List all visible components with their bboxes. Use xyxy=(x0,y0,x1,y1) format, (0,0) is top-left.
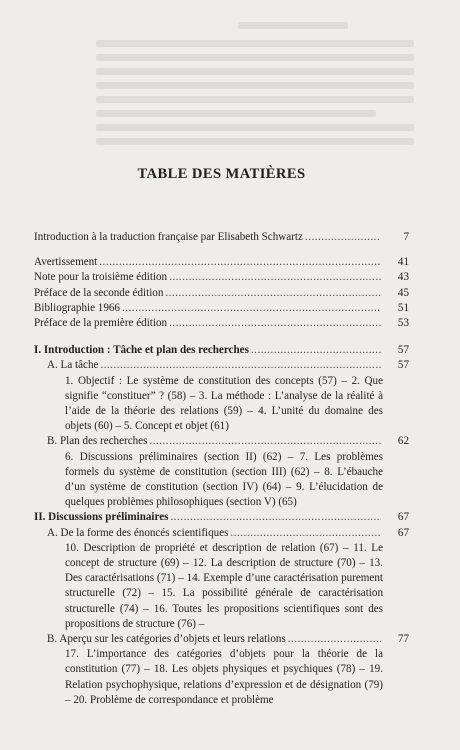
toc-part-label: II. Discussions préliminaires xyxy=(34,511,169,524)
toc-page-number: 53 xyxy=(397,317,409,330)
dot-leader xyxy=(288,632,381,647)
toc-section[interactable] xyxy=(34,434,409,449)
toc-page-number: 67 xyxy=(397,511,409,524)
dot-leader xyxy=(99,255,381,270)
toc-section-label: A. De la forme des énoncés scientifiques xyxy=(47,526,229,539)
toc-page-number: 43 xyxy=(397,271,409,284)
toc-entry-intro[interactable] xyxy=(34,230,409,245)
toc-entry-front[interactable] xyxy=(34,270,409,285)
toc-part-1[interactable] xyxy=(34,343,409,358)
dot-leader xyxy=(230,526,381,541)
toc-section[interactable] xyxy=(34,632,409,647)
table-of-contents xyxy=(34,230,409,708)
toc-entry-label: Bibliographie 1966 xyxy=(34,301,120,314)
toc-section-description: 6. Discussions préliminaires (section II) (62) – 7. Les problèmes formels du système de constitution (section III) (62) – 8. L’ébauche d’un système de constitution (section IV) (64) – 9. L’élucidation de quelques problèmes philosophiques (section V) (65) xyxy=(65,450,383,509)
toc-entry-label: Note pour la troisième édition xyxy=(34,271,168,284)
toc-section-description: 1. Objectif : Le système de constitution des concepts (57) – 2. Que signifie “constituer” ? (58) – 3. La méthode : L’analyse de la réalité à l’aide de la théorie des relations (59) – 4. L’unité du domaine des objets (60) – 5. Concept et objet (61) xyxy=(65,374,383,433)
toc-part-2[interactable] xyxy=(34,510,409,525)
toc-page-number: 62 xyxy=(397,435,409,448)
toc-entry-label: Préface de la première édition xyxy=(34,317,168,330)
toc-entry-label: Préface de la seconde édition xyxy=(34,286,164,299)
dot-leader xyxy=(305,230,381,245)
show-through-text xyxy=(0,0,460,150)
toc-entry-front[interactable] xyxy=(34,301,409,316)
toc-page-number: 7 xyxy=(403,231,409,243)
toc-section-description: 10. Description de propriété et description de relation (67) – 11. Le concept de structure (69) – 12. La description de structure (70) – 13. Des caractérisations (71) – 14. Exemple d’une caractérisation purement structurelle (72) – 15. La possibilité générale de caractérisation structurelle (74) – 16. Toutes les propositions scientifiques sont des propositions de structure (76) – xyxy=(65,541,383,630)
toc-entry-front[interactable] xyxy=(34,255,409,270)
dot-leader xyxy=(169,270,381,285)
toc-page-number: 57 xyxy=(397,344,409,357)
dot-leader xyxy=(165,286,381,301)
dot-leader xyxy=(170,510,381,525)
toc-entry-front[interactable] xyxy=(34,286,409,301)
dot-leader xyxy=(149,434,381,449)
dot-leader xyxy=(169,316,381,331)
toc-entry-label: Avertissement xyxy=(34,256,98,269)
toc-section-label: B. Plan des recherches xyxy=(47,435,148,448)
page-title: TABLE DES MATIÈRES xyxy=(137,166,306,182)
dot-leader xyxy=(100,358,381,373)
toc-section-label: A. La tâche xyxy=(47,359,99,372)
dot-leader xyxy=(251,343,381,358)
toc-page-number: 67 xyxy=(397,526,409,539)
toc-section[interactable] xyxy=(34,526,409,541)
toc-page-number: 45 xyxy=(397,286,409,299)
toc-entry-label: Introduction à la traduction française par Elisabeth Schwartz xyxy=(34,231,303,243)
toc-page-number: 77 xyxy=(397,633,409,646)
dot-leader xyxy=(122,301,381,316)
toc-page-number: 41 xyxy=(397,256,409,269)
toc-page-number: 51 xyxy=(397,301,409,314)
toc-section[interactable] xyxy=(34,358,409,373)
toc-part-label: I. Introduction : Tâche et plan des recherches xyxy=(34,344,249,357)
toc-section-description: 17. L’importance des catégories d’objets pour la théorie de la constitution (77) – 18. Les objets physiques et psychiques (78) – 19. Relation psychophysique, relations d’expression et de désignation (79) – 20. Problème de correspondance et problème xyxy=(65,648,383,706)
toc-section-label: B. Aperçu sur les catégories d’objets et leurs relations xyxy=(47,633,286,646)
toc-entry-front[interactable] xyxy=(34,316,409,331)
toc-page-number: 57 xyxy=(397,359,409,372)
